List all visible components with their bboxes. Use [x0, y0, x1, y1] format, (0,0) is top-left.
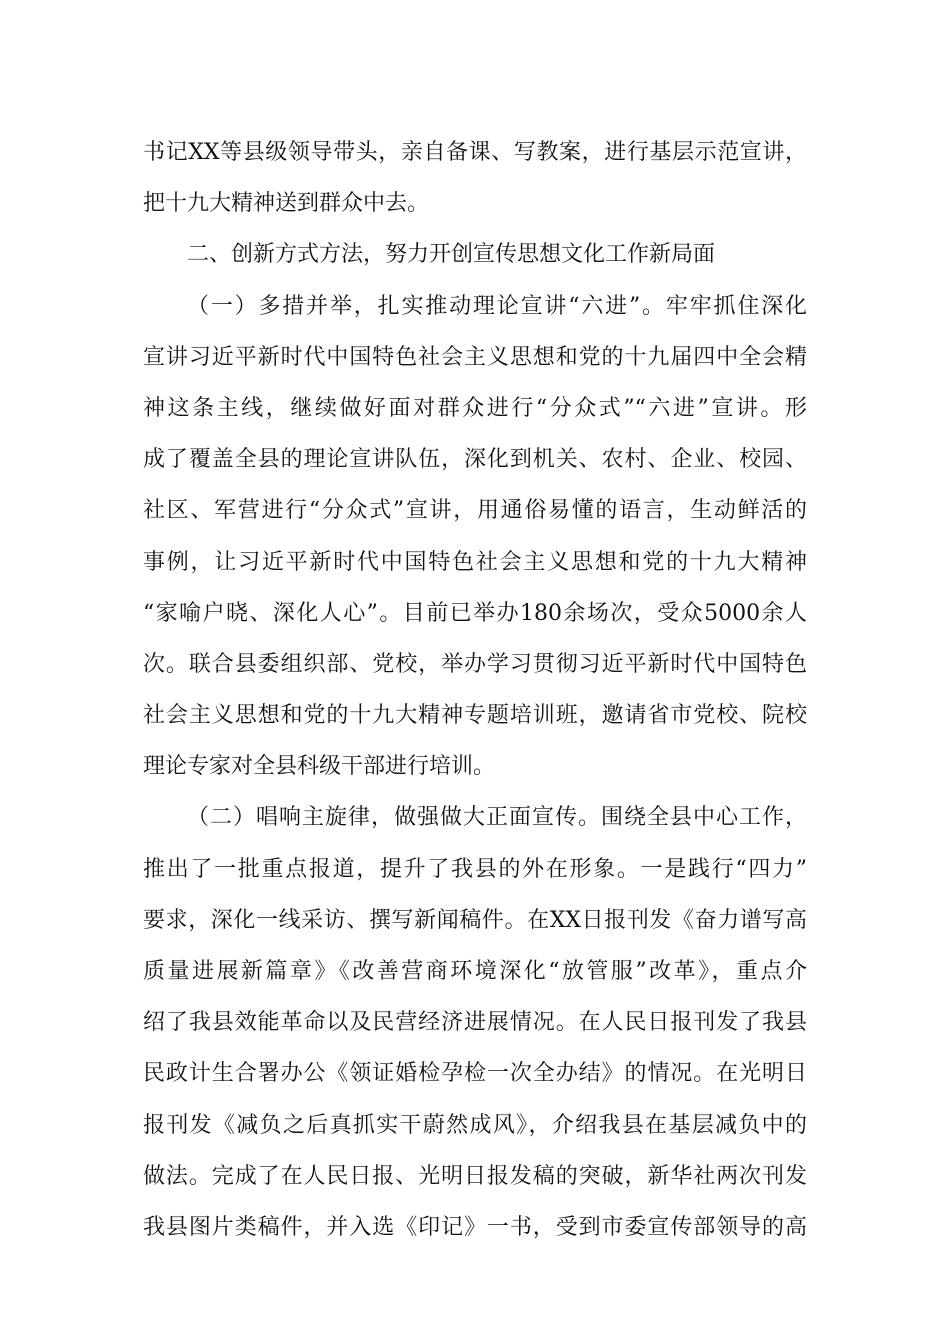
text-line: 我县图片类稿件，并入选《印记》一书，受到市委宣传部领导的高 [143, 1214, 807, 1240]
text-line: 民政计生合署办公《领证婚检孕检一次全办结》的情况。在光明日 [143, 1061, 807, 1087]
text-line: 把十九大精神送到群众中去。 [143, 191, 430, 217]
text-line: 书记XX等县级领导带头，亲自备课、写教案，进行基层示范宣讲， [143, 140, 807, 165]
text-line: 事例，让习近平新时代中国特色社会主义思想和党的十九大精神 [143, 549, 807, 575]
document-body [143, 127, 807, 1253]
text-line: 理论专家对全县科级干部进行培训。 [143, 754, 496, 780]
text-line: “家喻户晓、深化人心”。目前已举办180余场次，受众5000余人 [143, 600, 807, 626]
text-line: 神这条主线，继续做好面对群众进行“分众式”“六进”宣讲。形 [143, 395, 807, 421]
text-line: 报刊发《减负之后真抓实干蔚然成风》，介绍我县在基层减负中的 [143, 1112, 807, 1138]
paragraph-first-line: （一）多措并举，扎实推动理论宣讲“六进”。牢牢抓住深化 [187, 293, 807, 319]
paragraph-first-line: （二）唱响主旋律，做强做大正面宣传。围绕全县中心工作， [187, 805, 807, 831]
text-line: 成了覆盖全县的理论宣讲队伍，深化到机关、农村、企业、校园、 [143, 447, 807, 473]
text-line: 推出了一批重点报道，提升了我县的外在形象。一是践行“四力” [143, 856, 807, 882]
text-line: 做法。完成了在人民日报、光明日报发稿的突破，新华社两次刊发 [143, 1163, 807, 1189]
text-line: 宣讲习近平新时代中国特色社会主义思想和党的十九届四中全会精 [143, 344, 807, 370]
text-line: 绍了我县效能革命以及民营经济进展情况。在人民日报刊发了我县 [143, 1010, 807, 1036]
section-heading: 二、创新方式方法，努力开创宣传思想文化工作新局面 [187, 242, 716, 268]
text-line: 要求，深化一线采访、撰写新闻稿件。在XX日报刊发《奋力谱写高 [143, 907, 807, 933]
text-line: 社区、军营进行“分众式”宣讲，用通俗易懂的语言，生动鲜活的 [143, 498, 807, 524]
text-line: 次。联合县委组织部、党校，举办学习贯彻习近平新时代中国特色 [143, 651, 807, 677]
text-line: 社会主义思想和党的十九大精神专题培训班，邀请省市党校、院校 [143, 703, 807, 729]
text-line: 质量进展新篇章》《改善营商环境深化“放管服”改革》，重点介 [143, 959, 807, 984]
